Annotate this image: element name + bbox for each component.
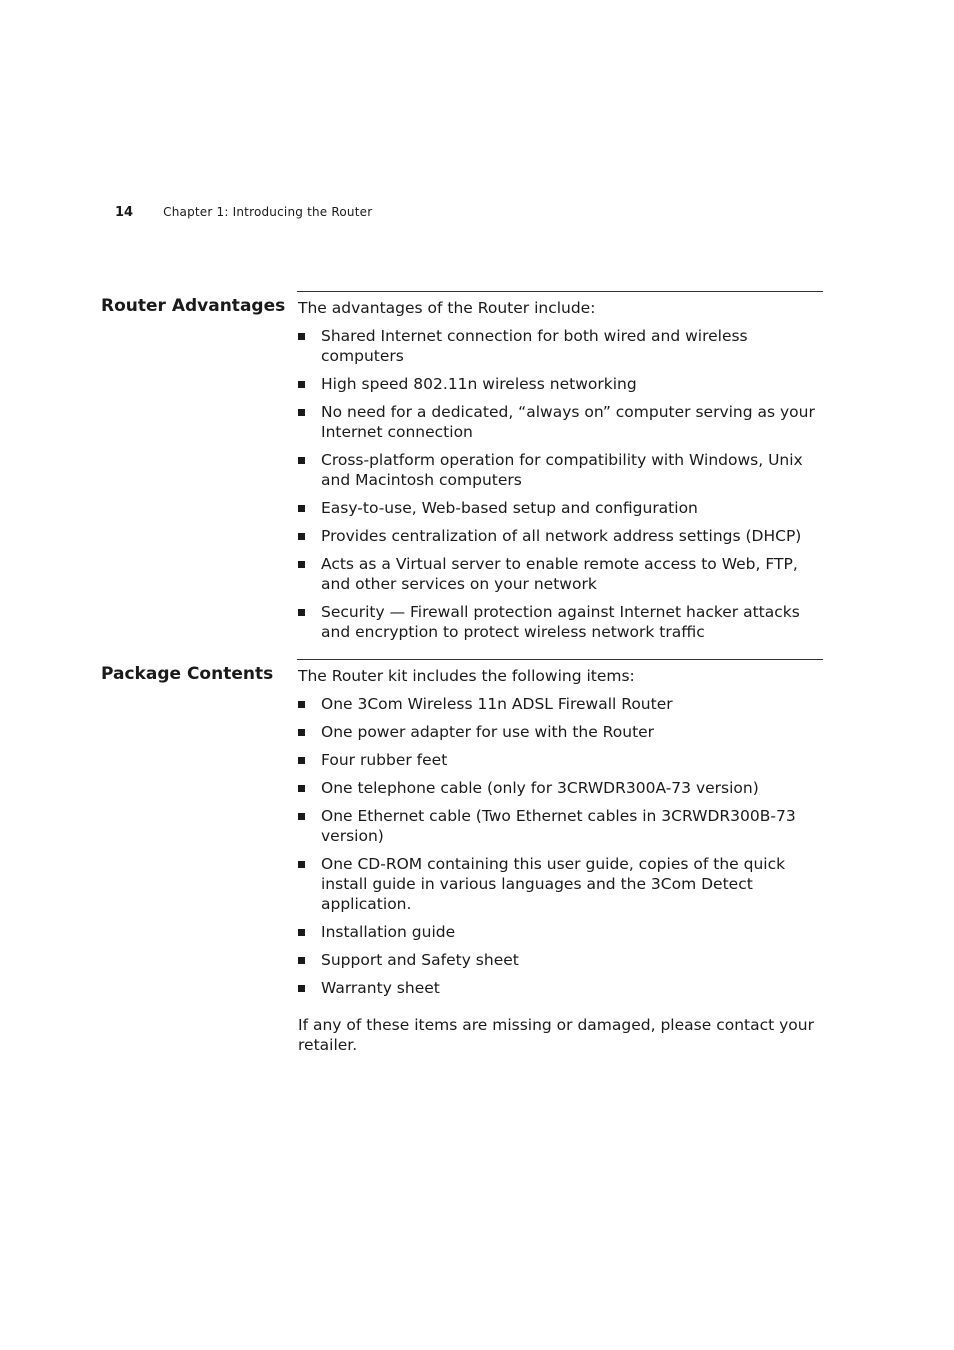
list-item: High speed 802.11n wireless networking (298, 374, 828, 394)
section-intro: The Router kit includes the following items: (298, 667, 635, 685)
bullet-icon (298, 861, 305, 868)
list-item: Security — Firewall protection against Internet hacker attacks and encryption to protect wireless network traffic (298, 602, 828, 642)
bullet-list (298, 326, 828, 642)
list-item: Acts as a Virtual server to enable remote access to Web, FTP, and other services on your network (298, 554, 828, 594)
section-divider (297, 291, 823, 292)
bullet-icon (298, 409, 305, 416)
list-item: Provides centralization of all network address settings (DHCP) (298, 526, 828, 546)
section-body (298, 298, 828, 650)
bullet-icon (298, 609, 305, 616)
bullet-icon (298, 785, 305, 792)
list-item: One Ethernet cable (Two Ethernet cables in 3CRWDR300B-73 version) (298, 806, 828, 846)
bullet-icon (298, 505, 305, 512)
page-number: 14 (115, 205, 134, 220)
closing-note: If any of these items are missing or damaged, please contact your retailer. (298, 1016, 814, 1054)
list-item: Cross-platform operation for compatibility with Windows, Unix and Macintosh computers (298, 450, 828, 490)
section-body (298, 666, 828, 1055)
list-item: No need for a dedicated, “always on” computer serving as your Internet connection (298, 402, 828, 442)
section-divider (297, 659, 823, 660)
bullet-icon (298, 985, 305, 992)
list-item: Shared Internet connection for both wired and wireless computers (298, 326, 828, 366)
list-item: Easy-to-use, Web-based setup and configuration (298, 498, 828, 518)
bullet-icon (298, 457, 305, 464)
list-item: One power adapter for use with the Router (298, 722, 828, 742)
chapter-title: Chapter 1: Introducing the Router (163, 205, 373, 219)
section-heading: Router Advantages (101, 296, 286, 316)
list-item: Warranty sheet (298, 978, 828, 998)
list-item: One telephone cable (only for 3CRWDR300A-73 version) (298, 778, 828, 798)
section-heading: Package Contents (101, 664, 274, 684)
section-intro: The advantages of the Router include: (298, 299, 596, 317)
page-header (115, 205, 372, 220)
bullet-icon (298, 929, 305, 936)
bullet-icon (298, 757, 305, 764)
list-item: Installation guide (298, 922, 828, 942)
bullet-icon (298, 957, 305, 964)
list-item: One 3Com Wireless 11n ADSL Firewall Router (298, 694, 828, 714)
bullet-icon (298, 381, 305, 388)
bullet-icon (298, 813, 305, 820)
list-item: Four rubber feet (298, 750, 828, 770)
bullet-list (298, 694, 828, 998)
bullet-icon (298, 333, 305, 340)
bullet-icon (298, 561, 305, 568)
bullet-icon (298, 729, 305, 736)
bullet-icon (298, 701, 305, 708)
bullet-icon (298, 533, 305, 540)
list-item: One CD-ROM containing this user guide, copies of the quick install guide in various languages and the 3Com Detect application. (298, 854, 828, 914)
list-item: Support and Safety sheet (298, 950, 828, 970)
